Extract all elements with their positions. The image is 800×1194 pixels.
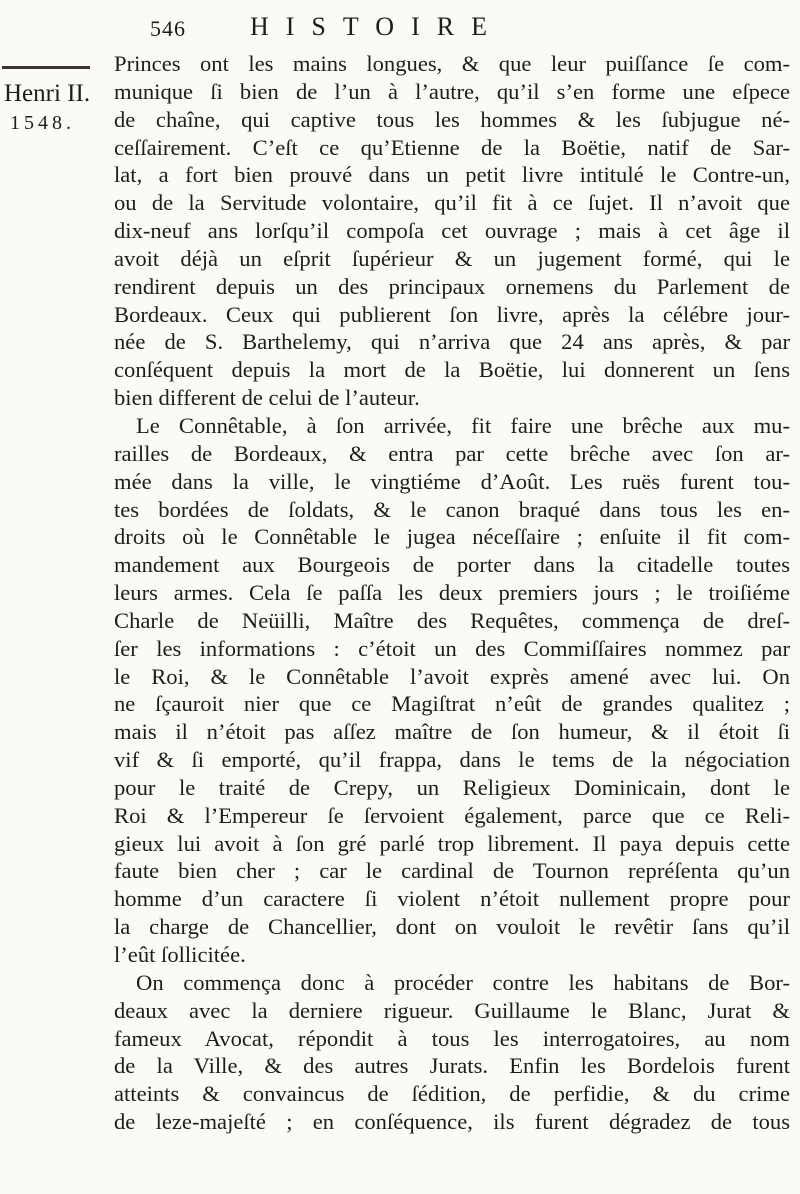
text-line: railles de Bordeaux, & entra par cette brêche avec ſon ar- (114, 440, 790, 466)
text-line: mandement aux Bourgeois de porter dans la citadelle toutes (114, 552, 790, 578)
text-line: le Roi, & le Connêtable l’avoit exprès amené avec lui. On (114, 663, 790, 689)
text-line: droits où le Connêtable le jugea néceſſaire ; enſuite il fit com- (114, 524, 790, 550)
text-line: ſer les informations : c’étoit un des Commiſſaires nommez par (114, 635, 790, 661)
text-line: Bordeaux. Ceux qui publierent ſon livre, après la célébre jour- (114, 301, 790, 327)
text-line: deaux avec la derniere rigueur. Guillaume le Blanc, Jurat & (114, 997, 790, 1023)
text-line: bien different de celui de l’auteur. (114, 385, 420, 411)
text-line: Princes ont les mains longues, & que leur puiſſance ſe com- (114, 51, 790, 76)
text-line: la charge de Chancellier, dont on vouloit le revêtir ſans qu’il (114, 914, 790, 940)
text-line: vif & ſi emporté, qu’il frappa, dans le tems de la négociation (114, 747, 790, 773)
text-line: ceſſairement. C’eſt ce qu’Etienne de la Boëtie, natif de Sar- (114, 134, 790, 160)
text-line: Roi & l’Empereur ſe ſervoient également, parce que ce Reli- (114, 802, 790, 828)
text-line: faute bien cher ; car le cardinal de Tournon repréſenta qu’un (114, 858, 790, 884)
text-line: de chaîne, qui captive tous les hommes & les ſubjugue né- (114, 106, 790, 132)
text-line: conſéquent depuis la mort de la Boëtie, lui donnerent un ſens (114, 357, 790, 383)
text-line: née de S. Barthelemy, qui n’arriva que 24 ans après, & par (114, 329, 790, 355)
margin-rule (2, 66, 90, 69)
text-line: homme d’un caractere ſi violent n’étoit nullement propre pour (114, 886, 790, 912)
text-line: On commença donc à procéder contre les habitans de Bor- (136, 969, 790, 995)
text-line: rendirent depuis un des principaux ornemens du Parlement de (114, 273, 790, 299)
text-line: de la Ville, & des autres Jurats. Enfin les Bordelois furent (114, 1053, 790, 1079)
text-line: Le Connêtable, à ſon arrivée, fit faire une brêche aux mu- (136, 412, 790, 438)
text-line: mais il n’étoit pas aſſez maître de ſon humeur, & il étoit ſi (114, 719, 790, 745)
text-line: leurs armes. Cela ſe paſſa les deux premiers jours ; le troiſiéme (114, 580, 790, 606)
text-line: de leze-majeſté ; en conſéquence, ils furent dégradez de tous (114, 1109, 790, 1135)
text-line: pour le traité de Crepy, un Religieux Dominicain, dont le (114, 774, 790, 800)
text-line: fameux Avocat, répondit à tous les interrogatoires, au nom (114, 1025, 790, 1051)
text-line: avoit déjà un eſprit ſupérieur & un jugement formé, qui le (114, 245, 790, 271)
margin-note-reign: Henri II. (4, 80, 91, 107)
page-number: 546 (150, 16, 186, 41)
text-line: atteints & convaincus de ſédition, de perfidie, & du crime (114, 1081, 790, 1107)
text-line: l’eût ſollicitée. (114, 942, 246, 967)
text-line: ne ſçauroit nier que ce Magiſtrat n’eût de grandes qualitez ; (114, 691, 790, 717)
text-line: Charle de Neüilli, Maître des Requêtes, commença de dreſ- (114, 607, 790, 633)
text-line: munique ſi bien de l’un à l’autre, qu’il s’en forme une eſpece (114, 78, 790, 104)
text-line: tes bordées de ſoldats, & le canon braqué dans tous les en- (114, 496, 790, 522)
text-line: lat, a fort bien prouvé dans un petit livre intitulé le Contre-un, (114, 162, 790, 188)
text-line: ou de la Servitude volontaire, qu’il fit à ce ſujet. Il n’avoit que (114, 190, 790, 216)
body-text (114, 50, 790, 1136)
text-line: gieux lui avoit à ſon gré parlé trop librement. Il paya depuis cette (114, 830, 790, 856)
text-line: dix-neuf ans lorſqu’il compoſa cet ouvrage ; mais à cet âge il (114, 218, 790, 244)
running-title: HISTOIRE (250, 12, 504, 41)
margin-note-year: 1548. (10, 112, 75, 134)
text-line: mée dans la ville, le vingtiéme d’Août. Les ruës furent tou- (114, 468, 790, 494)
